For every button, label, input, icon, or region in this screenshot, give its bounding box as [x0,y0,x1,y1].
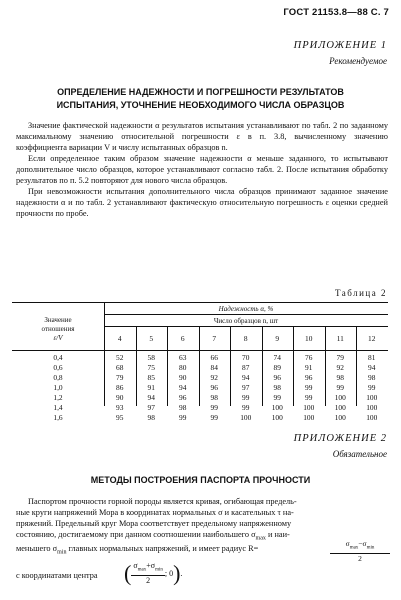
table-cell: 99 [273,393,281,402]
table-cell: 85 [147,373,155,382]
table-cell: 87 [242,363,250,372]
row-label: 0,6 [53,363,63,372]
table-cell: 63 [179,353,187,362]
table-cell: 98 [336,373,344,382]
paragraph-1: Значение фактической надежности α результатов испытания устанавливают по табл. 2 по заданному максимальному значению относительной погрешности ε в п. 3.8, вычисленному значению коэффициента вариации V и числу испытанных образцов n. [16,121,388,152]
column-header: 12 [368,334,376,343]
table-cell: 100 [334,413,346,422]
table-cell: 100 [334,403,346,412]
paragraph-3: При невозможности испытания дополнительного числа образцов принимают заданное значение надежности α и по табл. 2 устанавливают фактическую относительную погрешность ε оценки средней прочности по пробе. [16,187,388,218]
row-label: 1,0 [53,383,63,392]
radius-fraction: $\sigma_{max}-\sigma_{min}$ 2 [330,539,390,564]
table-cell: 58 [147,353,155,362]
heading-line-2: ИСПЫТАНИЯ, УТОЧНЕНИЕ НЕОБХОДИМОГО ЧИСЛА ОБРАЗЦОВ [56,100,345,110]
table-cell: 100 [366,413,378,422]
row-label: 0,8 [53,373,63,382]
table-cell: 100 [334,393,346,402]
table-cell: 100 [240,413,252,422]
sub-header-rule [104,326,388,327]
row-label: 1,6 [53,413,63,422]
table-cell: 98 [273,383,281,392]
table-cell: 100 [366,403,378,412]
table-cell: 98 [368,373,376,382]
table-cell: 99 [368,383,376,392]
table-cell: 94 [242,373,250,382]
table-cell: 99 [210,413,218,422]
table-cell: 99 [242,403,250,412]
table-cell: 97 [242,383,250,392]
paragraph-2: Если определенное таким образом значение надежности α меньше заданного, то испытывают дополнительное число образцов, которое устанавливают согласно табл. 2. После испытания обработку результатов по п. 5.2 повторяют для нового числа образцов. [16,154,388,185]
table-caption: Таблица 2 [335,288,387,298]
para-line-1: Паспортом прочности горной породы является кривая, огибающая предель- [28,497,297,506]
table-cell: 86 [116,383,124,392]
row-label: 1,2 [53,393,63,402]
table-cell: 90 [179,373,187,382]
table-cell: 91 [147,383,155,392]
table-cell: 96 [305,373,313,382]
row-header-line-2: отношения [41,325,75,333]
table-cell: 96 [179,393,187,402]
table-column [104,353,136,423]
table-column [356,353,388,423]
appendix-1-body [16,120,388,219]
row-header-line-1: Значение [44,316,72,324]
table-cell: 70 [242,353,250,362]
table-cell: 95 [116,413,124,422]
table-cell: 96 [210,383,218,392]
table-cell: 93 [116,403,124,412]
table-cell: 98 [147,413,155,422]
column-header: 8 [243,334,248,343]
table-cell: 52 [116,353,124,362]
table-cell: 74 [273,353,281,362]
appendix-1-subtitle: Рекомендуемое [329,56,387,66]
appendix-2-heading: МЕТОДЫ ПОСТРОЕНИЯ ПАСПОРТА ПРОЧНОСТИ [90,475,311,485]
row-label: 0,4 [53,353,63,362]
para-line-4: состоянию, достигаемому при данном соотношении наибольшего $\sigma_{max}$ и наи- [16,530,290,542]
appendix-1-title: ПРИЛОЖЕНИЕ 1 [293,40,387,51]
table-cell: 99 [179,413,187,422]
table-cell: 99 [336,383,344,392]
table-cell: 98 [179,403,187,412]
table-cell: 92 [210,373,218,382]
document-header: ГОСТ 21153.8—88 С. 7 [283,7,389,18]
row-labels [20,353,96,423]
column-header: 6 [180,334,185,343]
heading-line-1: ОПРЕДЕЛЕНИЕ НАДЕЖНОСТИ И ПОГРЕШНОСТИ РЕЗУЛЬТАТОВ [57,87,344,97]
row-header [20,316,96,343]
table-cell: 100 [271,413,283,422]
table-cell: 90 [116,393,124,402]
sub-header: Число образцов n, шт [213,317,279,325]
para-line-3: пряжений. Предельный круг Мора соответствует предельному напряженному [16,519,292,528]
table-column [167,353,199,423]
table-column [199,353,231,423]
center-line: с координатами центра [16,571,98,580]
header-bottom-rule [12,350,388,351]
table-column [325,353,357,423]
table-column [136,353,168,423]
table-cell: 96 [273,373,281,382]
table-cell: 89 [273,363,281,372]
table-cell: 75 [147,363,155,372]
table-cell: 98 [210,393,218,402]
table-cell: 76 [305,353,313,362]
para-line-2: ные круги напряжений Мора в координатах нормальных σ и касательных τ на- [16,508,294,517]
table-cell: 92 [336,363,344,372]
table-column [293,353,325,423]
column-header: 9 [275,334,280,343]
column-header: 5 [149,334,154,343]
table-cell: 94 [147,393,155,402]
table-column [230,353,262,423]
column-header: 11 [336,334,344,343]
group-header: Надежность α, % [218,305,274,313]
row-header-line-3: ε/V [53,334,63,342]
table-cell: 100 [303,413,315,422]
column-header: 7 [212,334,217,343]
table-cell: 79 [116,373,124,382]
table-cell: 81 [368,353,376,362]
table-cell: 97 [147,403,155,412]
table-column [262,353,294,423]
appendix-2-body [16,496,388,545]
table-cell: 99 [242,393,250,402]
group-header-rule [104,314,388,315]
table-top-rule [12,302,388,303]
row-label: 1,4 [53,403,63,412]
table-cell: 94 [368,363,376,372]
appendix-2-title: ПРИЛОЖЕНИЕ 2 [293,433,387,444]
table-cell: 79 [336,353,344,362]
table-cell: 94 [179,383,187,392]
table-cell: 100 [271,403,283,412]
table-cell: 100 [366,393,378,402]
table-cell: 84 [210,363,218,372]
column-header: 10 [305,334,313,343]
table-cell: 100 [303,403,315,412]
table-cell: 91 [305,363,313,372]
table-cell: 66 [210,353,218,362]
table-cell: 68 [116,363,124,372]
table-cell: 99 [210,403,218,412]
table-cell: 99 [305,383,313,392]
column-header: 4 [117,334,122,343]
table-cell: 99 [305,393,313,402]
appendix-1-heading [0,86,401,112]
center-formula: ( $\sigma_{max}+\sigma_{min}$ 2 ; 0). [124,560,183,586]
appendix-2-subtitle: Обязательное [332,449,387,459]
radius-line: меньшего $\sigma_{min}$ главных нормальных напряжений, и имеет радиус R= [16,544,259,556]
table-cell: 80 [179,363,187,372]
